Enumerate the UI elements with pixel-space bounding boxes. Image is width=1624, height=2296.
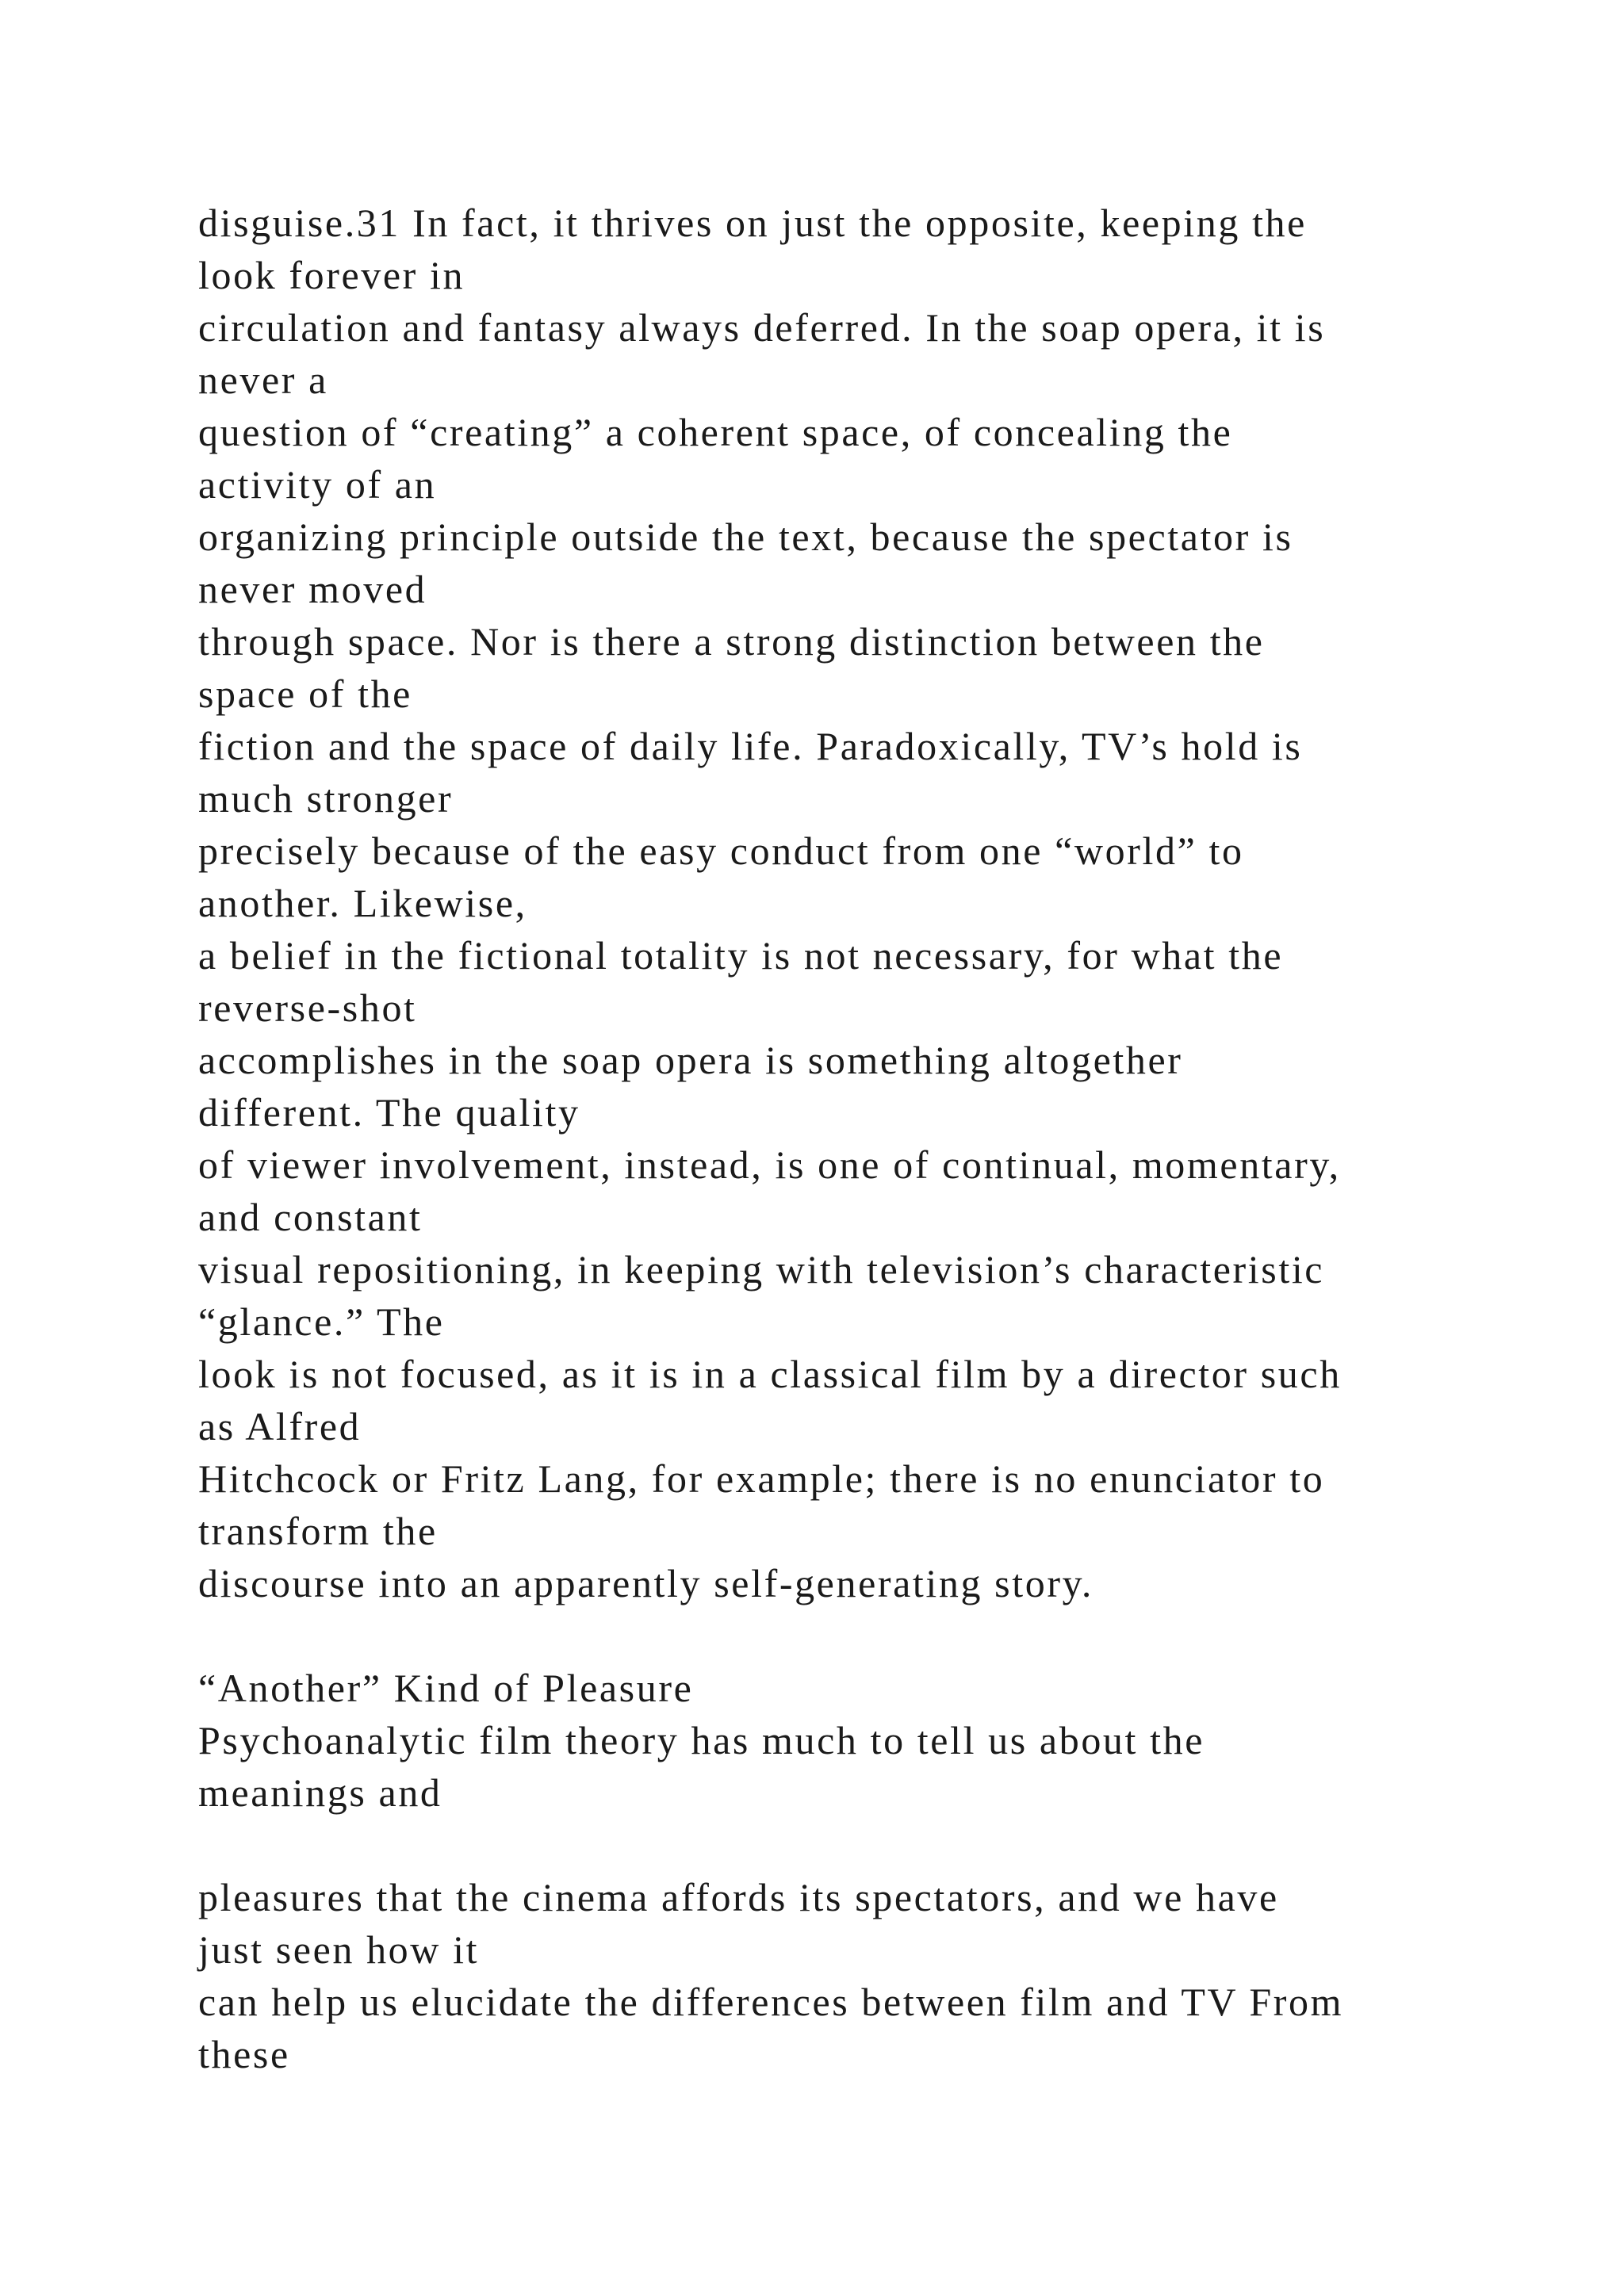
text-line: another. Likewise, bbox=[198, 881, 527, 925]
paragraph-spacer bbox=[198, 1819, 1546, 1871]
paragraph-disguise bbox=[198, 197, 1546, 1609]
text-line: of viewer involvement, instead, is one of continual, momentary, bbox=[198, 1142, 1341, 1187]
text-line: reverse-shot bbox=[198, 985, 417, 1030]
text-line: “glance.” The bbox=[198, 1299, 445, 1344]
text-line: never a bbox=[198, 358, 328, 402]
text-line: transform the bbox=[198, 1509, 438, 1553]
text-line: look is not focused, as it is in a classical film by a director such bbox=[198, 1352, 1342, 1396]
text-line: pleasures that the cinema affords its spectators, and we have bbox=[198, 1875, 1279, 1919]
text-line: circulation and fantasy always deferred. In the soap opera, it is bbox=[198, 305, 1326, 350]
text-line: a belief in the fictional totality is not necessary, for what the bbox=[198, 933, 1284, 978]
text-line: just seen how it bbox=[198, 1927, 480, 1972]
text-line: visual repositioning, in keeping with television’s characteristic bbox=[198, 1247, 1325, 1292]
text-line: organizing principle outside the text, because the spectator is bbox=[198, 515, 1293, 559]
text-line: look forever in bbox=[198, 253, 465, 297]
text-line: as Alfred bbox=[198, 1404, 362, 1448]
text-line: accomplishes in the soap opera is something altogether bbox=[198, 1038, 1183, 1082]
paragraph-spacer bbox=[198, 1609, 1546, 1662]
section-heading: “Another” Kind of Pleasure bbox=[198, 1666, 694, 1710]
text-line: can help us elucidate the differences between film and TV From bbox=[198, 1980, 1344, 2024]
document-body bbox=[198, 197, 1546, 2080]
text-line: question of “creating” a coherent space, of concealing the bbox=[198, 410, 1233, 454]
paragraph-psychoanalytic bbox=[198, 1714, 1546, 1819]
text-line: Hitchcock or Fritz Lang, for example; there is no enunciator to bbox=[198, 1456, 1325, 1501]
text-line: activity of an bbox=[198, 462, 437, 507]
text-line: never moved bbox=[198, 567, 427, 611]
paragraph-pleasures bbox=[198, 1871, 1546, 2080]
text-line: disguise.31 In fact, it thrives on just the opposite, keeping the bbox=[198, 201, 1307, 245]
text-line: Psychoanalytic film theory has much to tell us about the bbox=[198, 1718, 1205, 1762]
text-line: meanings and bbox=[198, 1770, 442, 1815]
text-line: much stronger bbox=[198, 776, 454, 821]
text-line: and constant bbox=[198, 1195, 423, 1239]
text-line: different. The quality bbox=[198, 1090, 580, 1135]
text-line: through space. Nor is there a strong distinction between the bbox=[198, 619, 1265, 664]
text-line: space of the bbox=[198, 672, 412, 716]
text-line: precisely because of the easy conduct from one “world” to bbox=[198, 828, 1244, 873]
text-line: fiction and the space of daily life. Paradoxically, TV’s hold is bbox=[198, 724, 1303, 768]
text-line: discourse into an apparently self-generating story. bbox=[198, 1561, 1094, 1605]
text-line: these bbox=[198, 2032, 290, 2076]
